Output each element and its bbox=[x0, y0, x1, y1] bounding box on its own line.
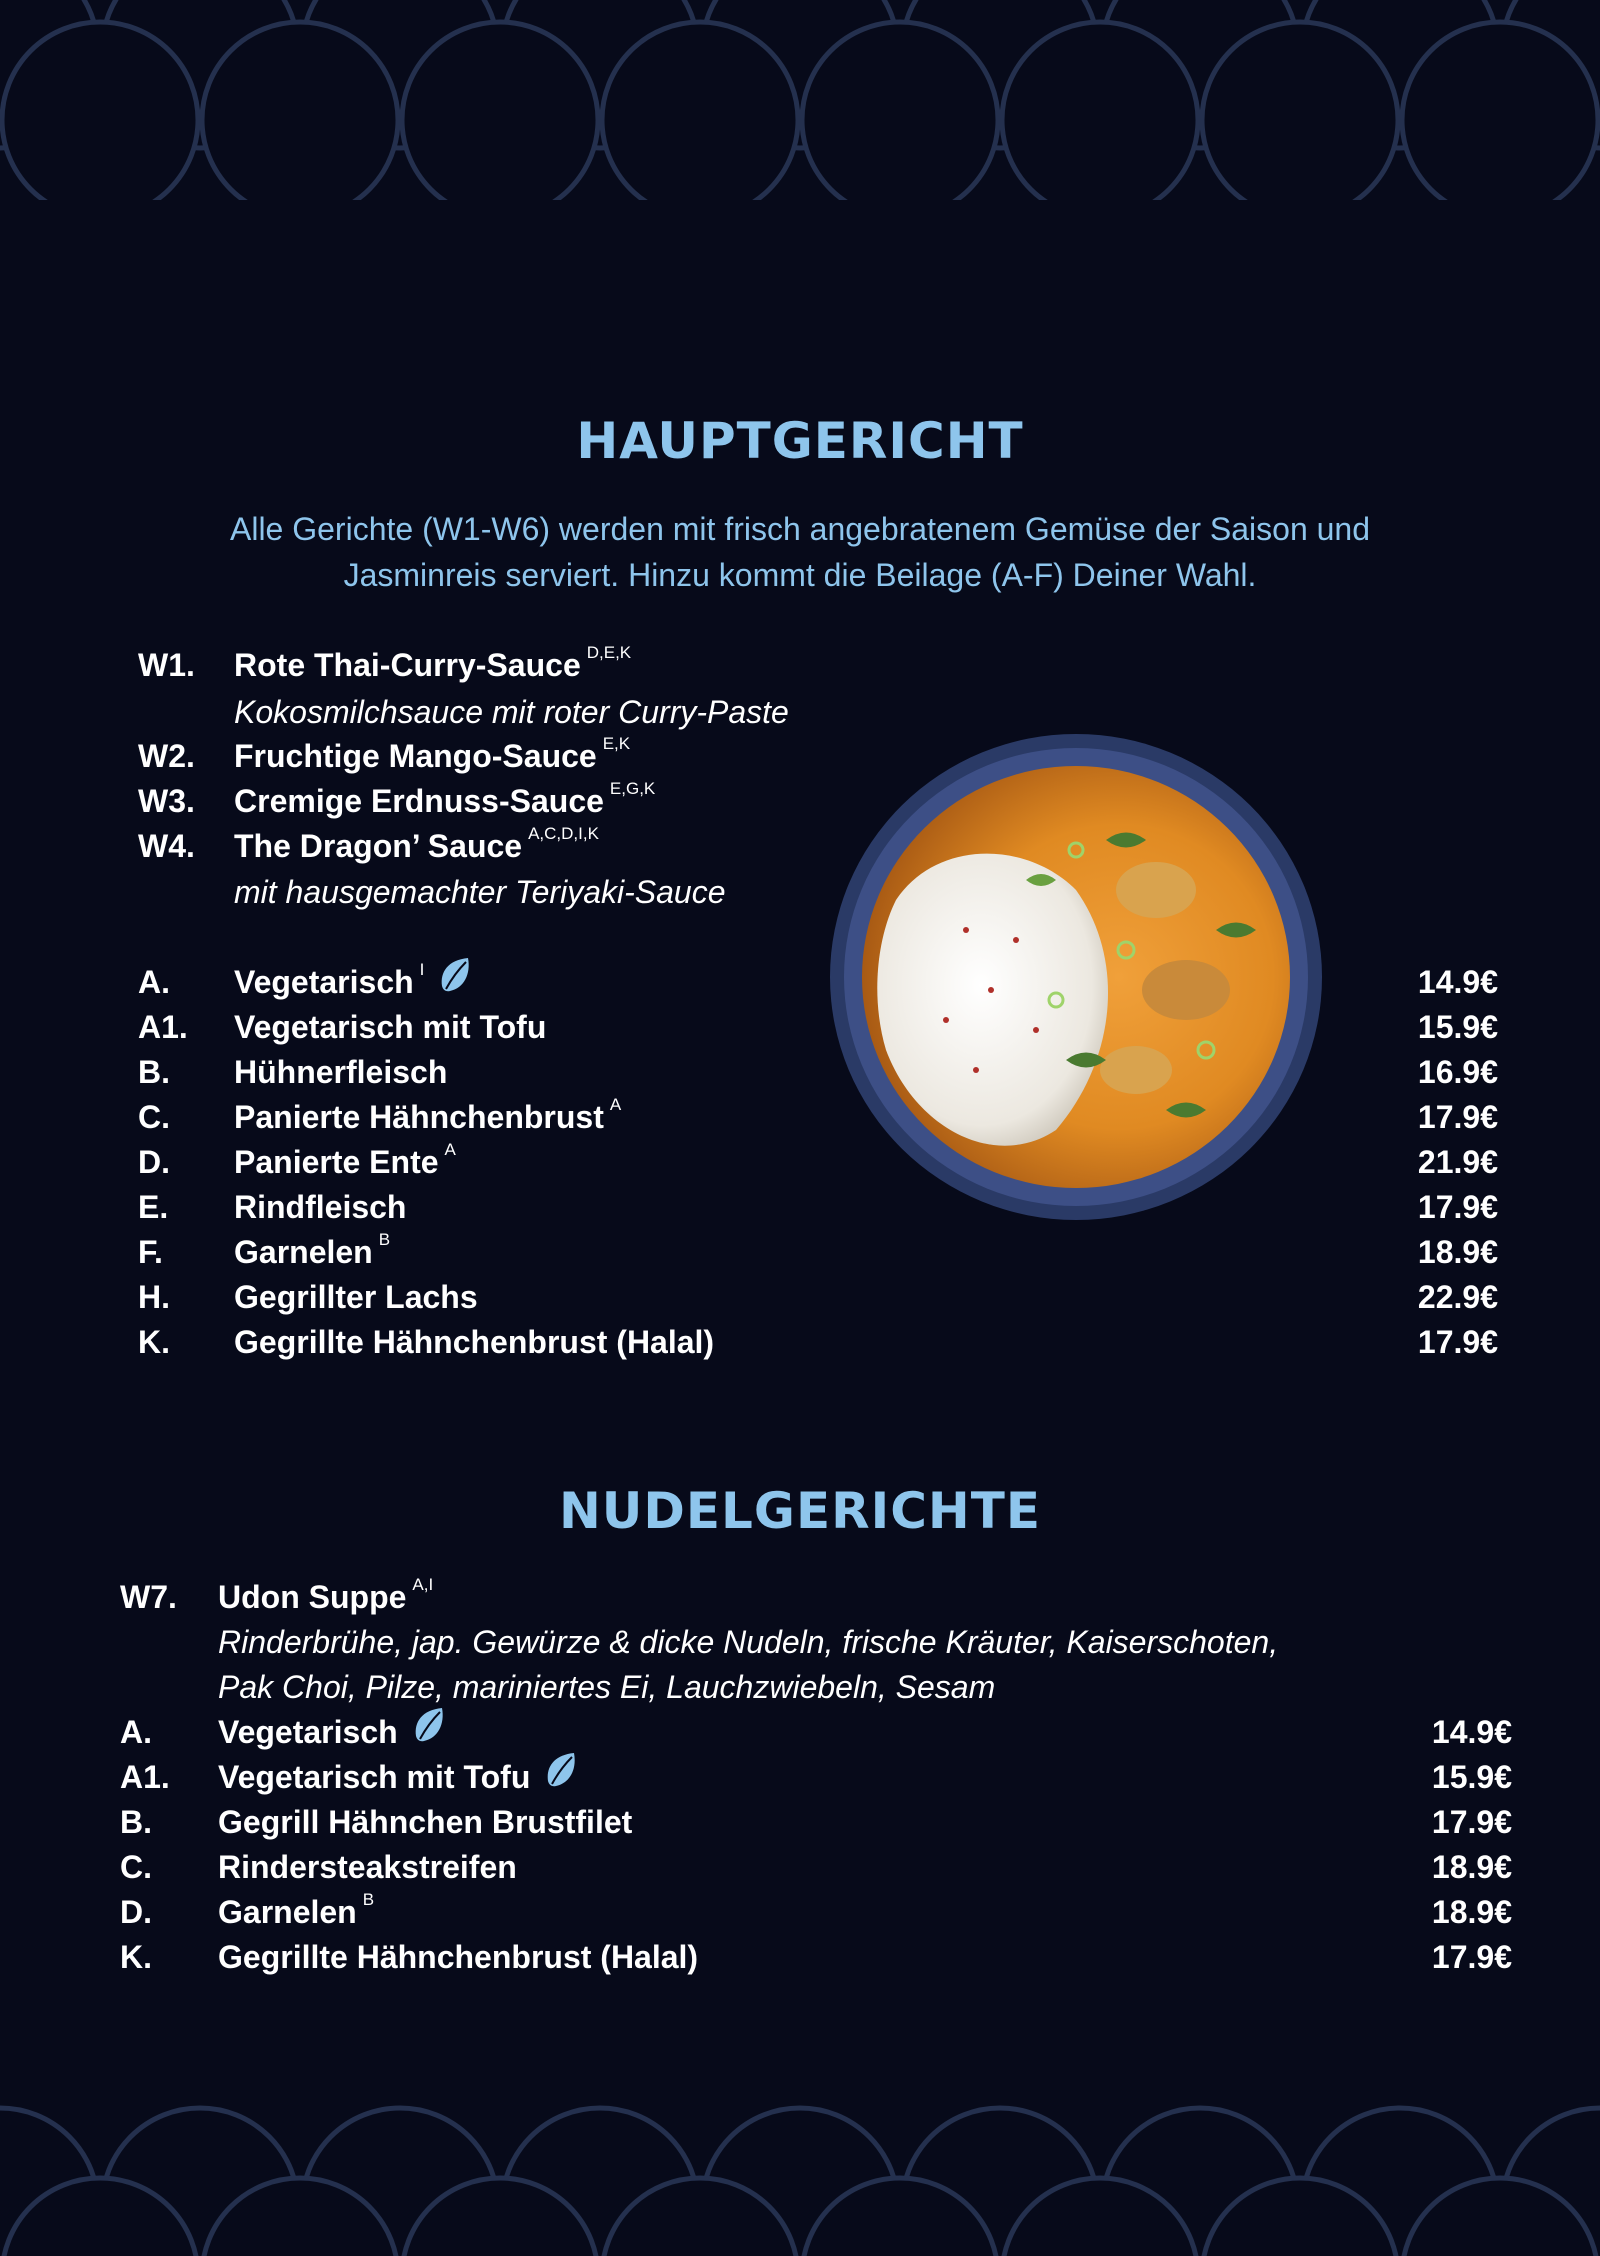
sauce-description: mit hausgemachter Teriyaki-Sauce bbox=[234, 874, 726, 910]
item-code: H. bbox=[138, 1279, 170, 1315]
sauce-description: Kokosmilchsauce mit roter Curry-Paste bbox=[234, 694, 789, 730]
item-name: Garnelen bbox=[218, 1894, 357, 1930]
item-price: 18.9€ bbox=[1431, 1849, 1512, 1885]
item-price: 17.9€ bbox=[1431, 1939, 1512, 1975]
item-price: 18.9€ bbox=[1417, 1234, 1498, 1270]
main-course-intro bbox=[140, 506, 1460, 598]
menu-item bbox=[120, 1800, 1512, 1844]
item-code: A. bbox=[120, 1714, 152, 1750]
menu-item bbox=[138, 1185, 1498, 1229]
menu-item bbox=[120, 1935, 1512, 1979]
allergen-codes: A,I bbox=[412, 1575, 434, 1594]
menu-item bbox=[138, 1320, 1498, 1364]
allergen-codes: B bbox=[378, 1230, 391, 1249]
main-course-title: HAUPTGERICHT bbox=[576, 412, 1024, 470]
item-price: 18.9€ bbox=[1431, 1894, 1512, 1930]
item-code: B. bbox=[120, 1804, 152, 1840]
item-name: Vegetarisch mit Tofu bbox=[234, 1009, 547, 1045]
item-code: A. bbox=[138, 964, 170, 1000]
sauce-name: Cremige Erdnuss-Sauce bbox=[234, 783, 604, 819]
item-code: A1. bbox=[138, 1009, 188, 1045]
noodles-title: NUDELGERICHTE bbox=[558, 1482, 1042, 1540]
allergen-codes: I bbox=[419, 960, 425, 979]
item-price: 14.9€ bbox=[1431, 1714, 1512, 1750]
item-code: K. bbox=[138, 1324, 170, 1360]
menu-item bbox=[120, 1755, 1512, 1799]
item-code: A1. bbox=[120, 1759, 170, 1795]
item-price: 17.9€ bbox=[1417, 1324, 1498, 1360]
item-name: Vegetarisch mit Tofu bbox=[218, 1759, 531, 1795]
item-name: Rindfleisch bbox=[234, 1189, 407, 1225]
item-price: 16.9€ bbox=[1417, 1054, 1498, 1090]
leaf-icon bbox=[544, 1751, 578, 1800]
sauce-name: The Dragon’ Sauce bbox=[234, 828, 523, 864]
allergen-codes: E,G,K bbox=[609, 779, 656, 798]
item-price: 15.9€ bbox=[1431, 1759, 1512, 1795]
menu-item bbox=[138, 1230, 1498, 1274]
leaf-icon bbox=[412, 1706, 446, 1755]
menu-item bbox=[138, 1050, 1498, 1094]
sauce-name: Rote Thai-Curry-Sauce bbox=[234, 647, 581, 683]
item-price: 17.9€ bbox=[1417, 1189, 1498, 1225]
item-price: 15.9€ bbox=[1417, 1009, 1498, 1045]
allergen-codes: E,K bbox=[602, 734, 631, 753]
allergen-codes: D,E,K bbox=[586, 643, 632, 662]
menu-item bbox=[120, 1710, 1512, 1754]
allergen-codes: A,C,D,I,K bbox=[528, 824, 599, 843]
item-name: Panierte Hähnchenbrust bbox=[234, 1099, 604, 1135]
item-name: Vegetarisch bbox=[218, 1714, 398, 1750]
item-price: 17.9€ bbox=[1431, 1804, 1512, 1840]
allergen-codes: A bbox=[444, 1140, 456, 1159]
top-wave-pattern bbox=[0, 0, 1600, 200]
dish-description-line-1: Rinderbrühe, jap. Gewürze & dicke Nudeln, frische Kräuter, Kaiserschoten, bbox=[218, 1624, 1279, 1660]
bottom-wave-pattern bbox=[0, 2056, 1600, 2256]
item-code: D. bbox=[120, 1894, 152, 1930]
item-name: Gegrillter Lachs bbox=[234, 1279, 478, 1315]
intro-line-2: Jasminreis serviert. Hinzu kommt die Beilage (A-F) Deiner Wahl. bbox=[343, 557, 1257, 593]
item-name: Garnelen bbox=[234, 1234, 373, 1270]
item-name: Gegrillte Hähnchenbrust (Halal) bbox=[218, 1939, 699, 1975]
item-name: Rindersteakstreifen bbox=[218, 1849, 517, 1885]
menu-item bbox=[120, 1845, 1512, 1889]
item-price: 17.9€ bbox=[1417, 1099, 1498, 1135]
item-code: B. bbox=[138, 1054, 170, 1090]
item-code: D. bbox=[138, 1144, 170, 1180]
item-code: C. bbox=[138, 1099, 170, 1135]
menu-item bbox=[138, 1005, 1498, 1049]
item-code: E. bbox=[138, 1189, 169, 1225]
item-name: Hühnerfleisch bbox=[234, 1054, 448, 1090]
menu-item bbox=[138, 1140, 1498, 1184]
item-price: 21.9€ bbox=[1417, 1144, 1498, 1180]
item-price: 14.9€ bbox=[1417, 964, 1498, 1000]
item-name: Gegrillte Hähnchenbrust (Halal) bbox=[234, 1324, 715, 1360]
item-name: Gegrill Hähnchen Brustfilet bbox=[218, 1804, 633, 1840]
sauce-name: Fruchtige Mango-Sauce bbox=[234, 738, 597, 774]
intro-line-1: Alle Gerichte (W1-W6) werden mit frisch angebratenem Gemüse der Saison und bbox=[229, 511, 1371, 547]
allergen-codes: A bbox=[609, 1095, 622, 1114]
item-name: Panierte Ente bbox=[234, 1144, 439, 1180]
menu-item bbox=[120, 1890, 1512, 1934]
item-price: 22.9€ bbox=[1417, 1279, 1498, 1315]
item-code: K. bbox=[120, 1939, 152, 1975]
menu-item bbox=[138, 1095, 1498, 1139]
menu-item bbox=[138, 1275, 1498, 1319]
dish-description-line-2: Pak Choi, Pilze, mariniertes Ei, Lauchzwiebeln, Sesam bbox=[218, 1669, 996, 1705]
item-name: Vegetarisch bbox=[234, 964, 414, 1000]
dish-name: Udon Suppe bbox=[218, 1579, 407, 1615]
item-code: F. bbox=[138, 1234, 163, 1270]
allergen-codes: B bbox=[362, 1890, 375, 1909]
menu-item bbox=[138, 960, 1498, 1004]
leaf-icon bbox=[438, 956, 472, 1005]
item-code: C. bbox=[120, 1849, 152, 1885]
